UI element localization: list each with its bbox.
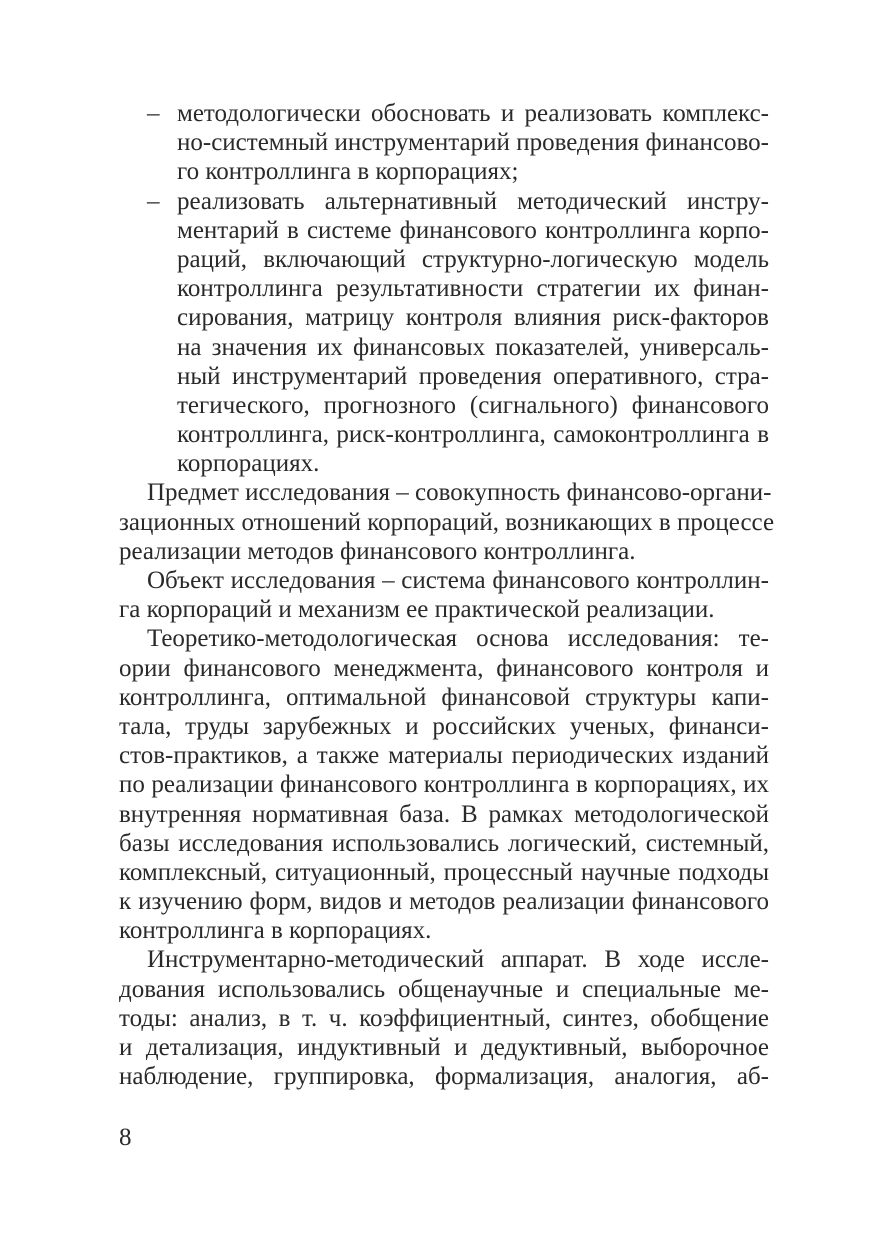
text-line: контроллинга результативности стратегии их финан-	[177, 275, 769, 303]
text-line: но-системный инструментарий проведения финансово-	[177, 129, 769, 157]
bullet-item	[119, 99, 769, 187]
text-line: ории финансового менеджмента, финансового контроля и	[119, 654, 769, 682]
text-line: дования использовались общенаучные и специальные ме-	[119, 975, 769, 1003]
bullet-item	[119, 187, 769, 479]
text-line: комплексный, ситуационный, процессный научные подходы	[119, 858, 769, 886]
page-number: 8	[119, 1124, 132, 1151]
text-line: по реализации финансового контроллинга в корпорациях, их	[119, 771, 769, 799]
text-line: реализовать альтернативный методический инстру-	[177, 187, 769, 215]
paragraph-methods	[119, 945, 769, 1091]
text-line: реализации методов финансового контроллинга.	[119, 537, 636, 565]
text-line: контроллинга, оптимальной финансовой структуры капи-	[119, 683, 769, 711]
text-line: базы исследования использовались логический, системный,	[119, 829, 769, 857]
text-line: Объект исследования – система финансового контроллин-	[147, 567, 769, 594]
text-line: методологически обосновать и реализовать комплекс-	[177, 100, 769, 127]
text-line: Предмет исследования – совокупность финансово-органи-	[147, 479, 772, 507]
text-line: к изучению форм, видов и методов реализации финансового	[119, 888, 769, 916]
text-line: Теоретико-методологическая основа исследования: те-	[147, 625, 769, 653]
text-line: корпорациях.	[177, 450, 320, 478]
text-line: тоды: анализ, в т. ч. коэффициентный, синтез, обобщение	[119, 1004, 769, 1032]
text-line: внутренняя нормативная база. В рамках методологической	[119, 800, 769, 828]
text-line: раций, включающий структурно-логическую модель	[177, 245, 769, 273]
text-line: сирования, матрицу контроля влияния риск-факторов	[177, 304, 769, 332]
text-line: го контроллинга в корпорациях;	[177, 158, 519, 186]
text-line: наблюдение, группировка, формализация, аналогия, аб-	[119, 1063, 769, 1091]
page-text	[119, 99, 775, 1091]
bullet-dash: –	[147, 187, 160, 215]
text-line: га корпораций и механизм ее практической реализации.	[119, 596, 715, 624]
text-line: ный инструментарий проведения оперативного, стра-	[177, 362, 769, 390]
text-line: и детализация, индуктивный и дедуктивный, выборочное	[119, 1034, 769, 1061]
text-line: тала, труды зарубежных и российских ученых, финанси-	[119, 712, 769, 740]
bullet-dash: –	[147, 100, 160, 127]
text-line: на значения их финансовых показателей, универсаль-	[177, 333, 769, 361]
text-line: зационных отношений корпораций, возникающих в процессе	[119, 508, 775, 536]
paragraph-theory	[119, 624, 769, 945]
text-line: тегического, прогнозного (сигнального) финансового	[177, 391, 769, 419]
text-line: Инструментарно-методический аппарат. В ходе иссле-	[147, 946, 769, 974]
text-line: контроллинга в корпорациях.	[119, 917, 432, 945]
text-line: ментарий в системе финансового контроллинга корпо-	[177, 216, 769, 244]
paragraph-subject	[119, 478, 775, 566]
paragraph-object	[119, 566, 769, 624]
text-line: стов-практиков, а также материалы периодических изданий	[119, 742, 769, 770]
text-line: контроллинга, риск-контроллинга, самоконтроллинга в	[177, 421, 769, 449]
